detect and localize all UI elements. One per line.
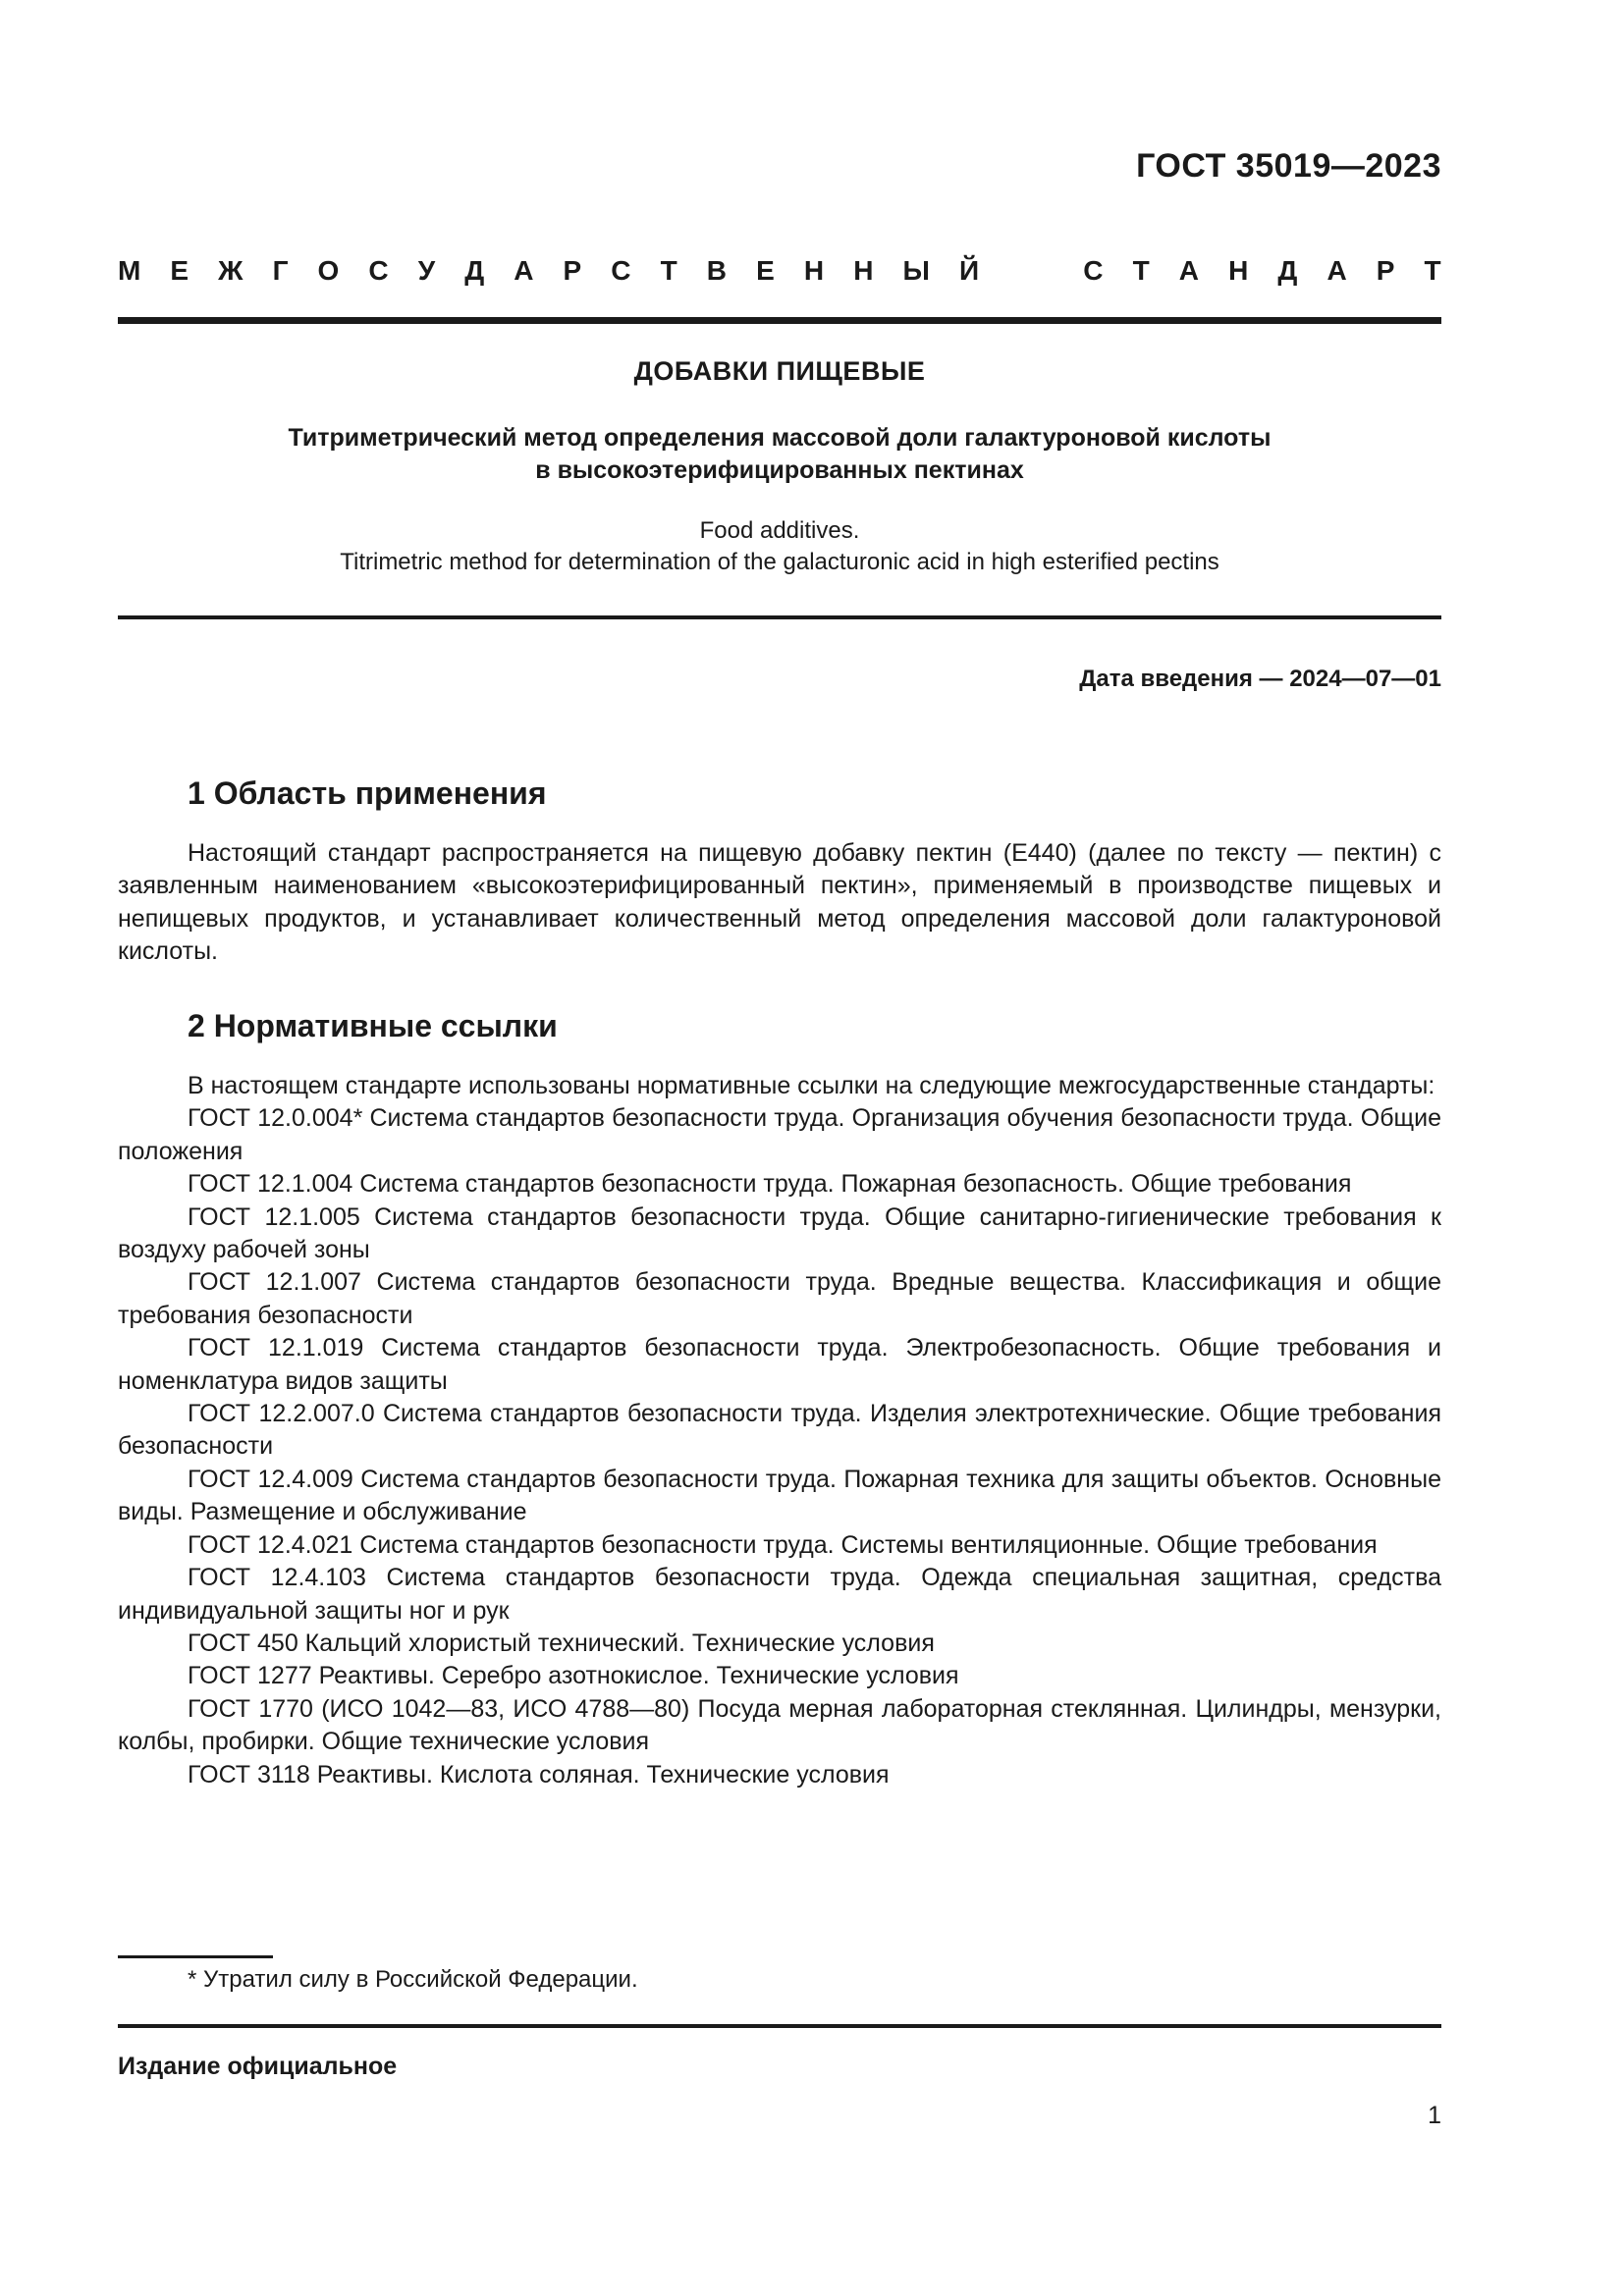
- banner-letter: В: [706, 255, 728, 286]
- section-2-heading: 2 Нормативные ссылки: [188, 1008, 558, 1043]
- reference-item: ГОСТ 12.1.005 Система стандартов безопасности труда. Общие санитарно-гигиенические требования к воздуху рабочей зоны: [118, 1202, 1441, 1264]
- banner-letter: Р: [1376, 255, 1395, 286]
- banner-letter: Н: [1228, 255, 1249, 286]
- reference-item: ГОСТ 12.1.019 Система стандартов безопасности труда. Электробезопасность. Общие требования и номенклатура видов защиты: [118, 1334, 1441, 1395]
- interstate-standard-banner: [118, 251, 1441, 291]
- banner-letter: А: [514, 255, 534, 286]
- section-2-body: [118, 1070, 1441, 1791]
- banner-letter: Ы: [902, 255, 930, 286]
- banner-letter: Н: [853, 255, 874, 286]
- banner-letter: Г: [272, 255, 289, 286]
- banner-letter: А: [1178, 255, 1200, 286]
- section-2-intro: В настоящем стандарте использованы нормативные ссылки на следующие межгосударственные стандарты:: [188, 1072, 1435, 1099]
- standard-number: ГОСТ 35019—2023: [1136, 147, 1441, 185]
- reference-item: ГОСТ 12.1.004 Система стандартов безопасности труда. Пожарная безопасность. Общие требования: [188, 1170, 1352, 1199]
- reference-item: ГОСТ 12.2.007.0 Система стандартов безопасности труда. Изделия электротехнические. Общие требования безопасности: [118, 1400, 1441, 1461]
- reference-item: ГОСТ 12.1.007 Система стандартов безопасности труда. Вредные вещества. Классификация и общие требования безопасности: [118, 1268, 1441, 1329]
- section-1-heading: 1 Область применения: [188, 775, 547, 811]
- reference-item: ГОСТ 3118 Реактивы. Кислота соляная. Технические условия: [188, 1760, 890, 1789]
- banner-letter: Н: [803, 255, 825, 286]
- header-rule: [118, 317, 1441, 324]
- banner-letter: М: [118, 255, 141, 286]
- section-1-body: [118, 837, 1441, 969]
- reference-item: ГОСТ 12.0.004* Система стандартов безопасности труда. Организация обучения безопасности труда. Общие положения: [118, 1104, 1441, 1165]
- banner-letter: О: [317, 255, 340, 286]
- introduction-date: Дата введения — 2024—07—01: [1079, 666, 1441, 692]
- banner-letter: Т: [1424, 255, 1441, 286]
- english-title-line: Titrimetric method for determination of the galacturonic acid in high esterified pectins: [340, 549, 1219, 575]
- reference-item: ГОСТ 1770 (ИСО 1042—83, ИСО 4788—80) Посуда мерная лабораторная стеклянная. Цилиндры, мензурки, колбы, пробирки. Общие технические условия: [118, 1694, 1441, 1756]
- banner-letter: Е: [170, 255, 189, 286]
- banner-letter: Ж: [218, 255, 244, 286]
- subtitle-line: Титриметрический метод определения массовой доли галактуроновой кислоты: [288, 424, 1272, 452]
- reference-item: ГОСТ 450 Кальций хлористый технический. Технические условия: [188, 1629, 935, 1657]
- page-number: 1: [1428, 2102, 1441, 2129]
- english-title: [118, 515, 1441, 578]
- footer-rule: [118, 2024, 1441, 2028]
- banner-letter: Д: [1277, 255, 1298, 286]
- reference-item: ГОСТ 12.4.103 Система стандартов безопасности труда. Одежда специальная защитная, средства индивидуальной защиты ног и рук: [118, 1564, 1441, 1625]
- banner-letter: Т: [1132, 255, 1150, 286]
- reference-item: ГОСТ 1277 Реактивы. Серебро азотнокислое. Технические условия: [188, 1662, 959, 1690]
- banner-letter: У: [417, 255, 436, 286]
- banner-letter: Т: [660, 255, 677, 286]
- document-subtitle: [118, 422, 1441, 487]
- banner-letter: С: [368, 255, 389, 286]
- banner-letter: Й: [959, 255, 980, 286]
- banner-letter: Р: [563, 255, 582, 286]
- banner-letter: С: [611, 255, 631, 286]
- title-rule: [118, 615, 1441, 619]
- footnote: * Утратил силу в Российской Федерации.: [188, 1966, 638, 1993]
- official-edition-label: Издание официальное: [118, 2053, 398, 2080]
- document-title: ДОБАВКИ ПИЩЕВЫЕ: [633, 356, 926, 386]
- footnote-rule: [118, 1955, 273, 1958]
- section-1-paragraph: Настоящий стандарт распространяется на пищевую добавку пектин (Е440) (далее по тексту — пектин) с заявленным наименованием «высокоэтерифицированный пектин», применяемый в производстве пищевых и непищевых продуктов, и устанавливает количественный метод определения массовой доли галактуроновой кислоты.: [118, 839, 1441, 966]
- english-title-line: Food additives.: [699, 517, 860, 544]
- banner-letter: Е: [756, 255, 775, 286]
- banner-letter: А: [1326, 255, 1347, 286]
- banner-letter: С: [1083, 255, 1104, 286]
- reference-item: ГОСТ 12.4.021 Система стандартов безопасности труда. Системы вентиляционные. Общие требования: [188, 1530, 1378, 1559]
- reference-item: ГОСТ 12.4.009 Система стандартов безопасности труда. Пожарная техника для защиты объектов. Основные виды. Размещение и обслуживание: [118, 1465, 1441, 1526]
- banner-letter: Д: [464, 255, 485, 286]
- subtitle-line: в высокоэтерифицированных пектинах: [535, 456, 1024, 484]
